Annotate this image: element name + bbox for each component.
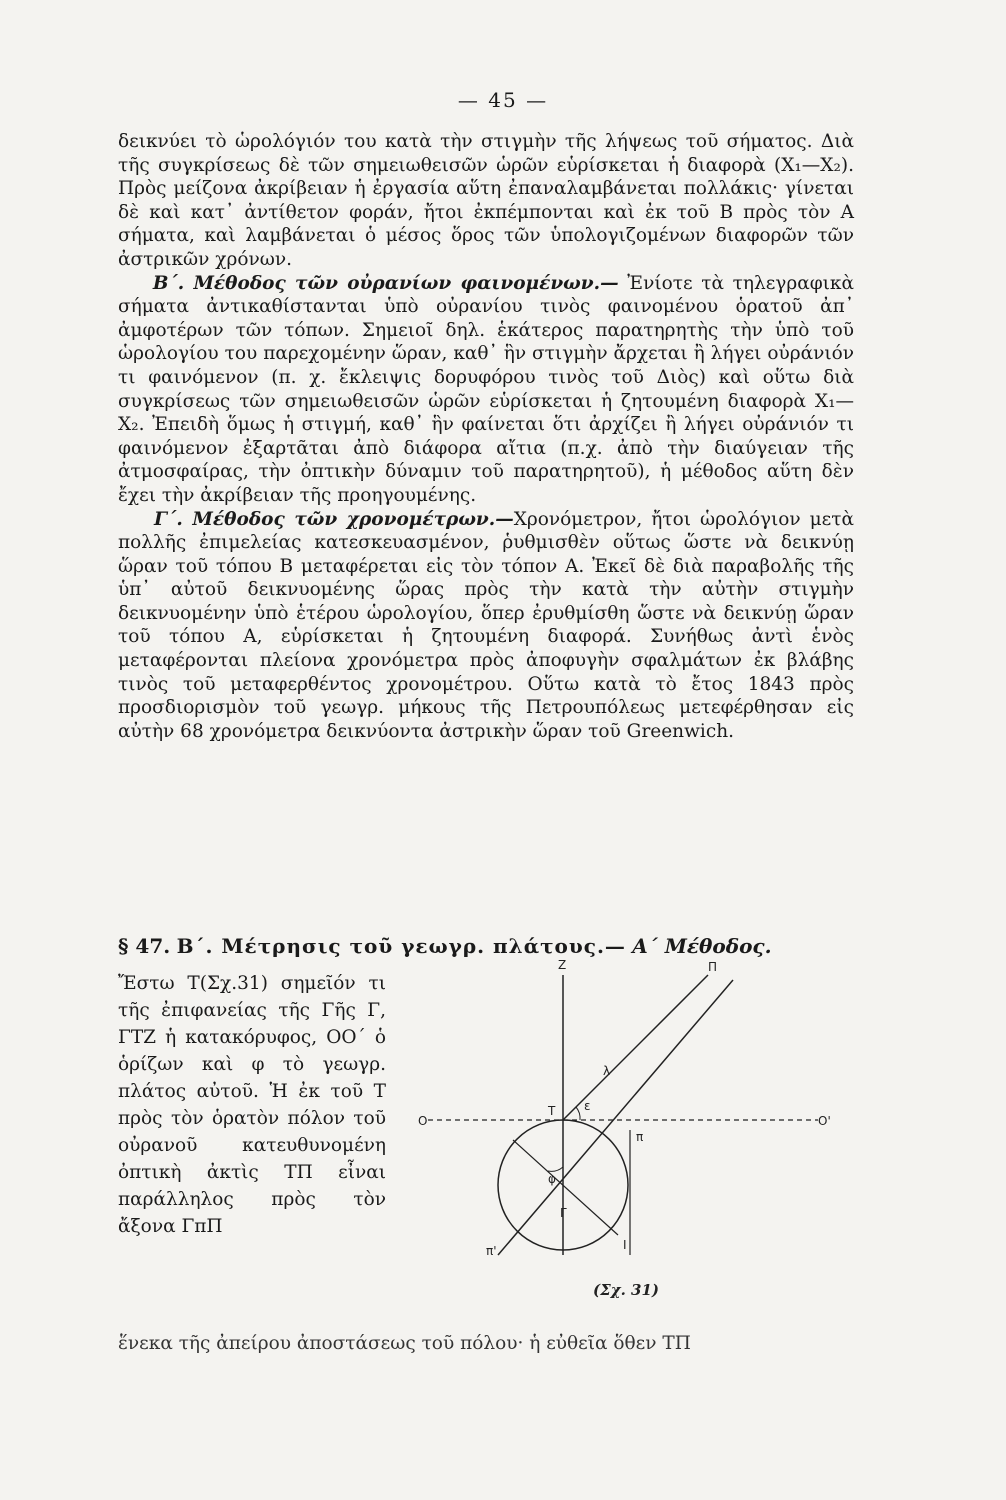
left-column-paragraph: Ἔστω Τ(Σχ.31) σημεῖόν τι τῆς ἐπιφανείας τῆς Γῆς Γ, ΓΤΖ ἡ κατακόρυφος, ΟΟ΄ ὁ ὁρίζων καὶ φ τὸ γεωγρ. πλάτος αὐτοῦ. Ἡ ἐκ τοῦ Τ πρὸς τὸν ὁρατὸν πόλον τοῦ οὐρανοῦ κατευθυνομένη ὀπτικὴ ἀκτὶς ΤΠ εἶναι παράλληλος πρὸς τὸν ἄξονα ΓπΠ: [118, 973, 386, 1237]
label-Z: Z: [558, 958, 567, 972]
figure-31: [408, 955, 848, 1335]
label-Pi: Π: [708, 960, 718, 974]
last-line: ἕνεκα τῆς ἀπείρου ἀποστάσεως τοῦ πόλου· ἡ εὐθεῖα ὅθεν ΤΠ: [118, 1333, 691, 1354]
label-O-prime: O': [818, 1114, 831, 1128]
angle-phi: [548, 1167, 563, 1171]
method-c-heading: Γ΄. Μέθοδος τῶν χρονομέτρων.—: [154, 508, 514, 530]
label-O: O: [418, 1114, 428, 1128]
method-c-text: Χρονόμετρον, ἤτοι ὡρολόγιον μετὰ πολλῆς ἐπιμελείας κατεσκευασμένον, ῥυθμισθὲν οὕτως ὥστε νὰ δεικνύῃ ὥραν τοῦ τόπου B μεταφέρεται εἰς τὸν τόπον A. Ἐκεῖ δὲ διὰ παραβολῆς τῆς ὑπ᾽ αὐτοῦ δεικνυομένης ὥρας πρὸς τὴν κατὰ τὴν αὐτὴν στιγμὴν δεικνυομένην ὑπὸ ἑτέρου ὡρολογίου, ὅπερ ἐρυθμίσθη ὥστε νὰ δεικνύῃ ὥραν τοῦ τόπου A, εὑρίσκεται ἡ ζητουμένη διαφορά. Συνήθως ἀντὶ ἑνὸς μεταφέρονται πλείονα χρονόμετρα πρὸς ἀποφυγὴν σφαλμάτων ἐκ βλάβης τινὸς τοῦ μεταφερθέντος χρονομέτρου. Οὕτω κατὰ τὸ ἔτος 1843 πρὸς προσδιορισμὸν τοῦ γεωγρ. μήκους τῆς Πετρουπόλεως μετεφέρθησαν εἰς αὐτὴν 68 χρονόμετρα δεικνύοντα ἀστρικὴν ὥραν τοῦ Greenwich.: [118, 508, 854, 742]
label-T: T: [548, 1104, 556, 1118]
section-title: Β΄. Μέτρησις τοῦ γεωγρ. πλάτους.—: [176, 934, 626, 958]
section-method: Α΄ Μέθοδος.: [632, 934, 772, 958]
figure-diagram: [408, 955, 848, 1335]
label-epsilon: ε: [584, 1099, 591, 1113]
section-number: § 47.: [118, 934, 171, 958]
main-text: [118, 130, 854, 743]
label-phi: φ: [548, 1172, 556, 1186]
label-I: Ι: [623, 1238, 627, 1252]
label-pi-prime: π': [486, 1244, 497, 1258]
figure-caption: (Σχ. 31): [593, 1281, 659, 1299]
axis-line: [498, 980, 733, 1255]
label-pi: π: [636, 1130, 644, 1144]
paragraph-method-c: [118, 508, 854, 744]
left-column-text: [118, 970, 386, 1240]
method-b-heading: Β΄. Μέθοδος τῶν οὐρανίων φαινομένων.—: [152, 272, 619, 294]
page-number: — 45 —: [457, 88, 549, 112]
equator-line: [513, 1140, 618, 1235]
paragraph-method-b: [118, 272, 854, 508]
method-b-text: Ἐνίοτε τὰ τηλεγραφικὰ σήματα ἀντικαθίστανται ὑπὸ οὐρανίου τινὸς φαινομένου ὁρατοῦ ἀπ᾽ ἀμφοτέρων τῶν τόπων. Σημειοῖ δηλ. ἑκάτερος παρατηρητὴς τὴν ὑπὸ τοῦ ὡρολογίου του παρεχομένην ὥραν, καθ᾽ ἣν στιγμὴν ἄρχεται ἢ λήγει οὐράνιόν τι φαινόμενον (π. χ. ἔκλειψις δορυφόρου τινὸς τοῦ Διὸς) καὶ οὕτω διὰ συγκρίσεως τῶν σημειωθεισῶν ὡρῶν εὑρίσκεται ἡ ζητουμένη διαφορὰ X₁—X₂. Ἐπειδὴ ὅμως ἡ στιγμή, καθ᾽ ἣν φαίνεται ὅτι ἀρχίζει ἢ λήγει οὐράνιόν τι φαινόμενον ἐξαρτᾶται ἀπὸ διάφορα αἴτια (π.χ. ἀπὸ τὴν διαύγειαν τῆς ἀτμοσφαίρας, τὴν ὀπτικὴν δύναμιν τοῦ παρατηρητοῦ), ἡ μέθοδος αὕτη δὲν ἔχει τὴν ἀκρίβειαν τῆς προηγουμένης.: [118, 272, 854, 506]
paragraph-1: δεικνύει τὸ ὡρολόγιόν του κατὰ τὴν στιγμὴν τῆς λήψεως τοῦ σήματος. Διὰ τῆς συγκρίσεως δὲ τῶν σημειωθεισῶν ὡρῶν εὑρίσκεται ἡ διαφορὰ (X₁—X₂). Πρὸς μείζονα ἀκρίβειαν ἡ ἐργασία αὕτη ἐπαναλαμβάνεται πολλάκις· γίνεται δὲ καὶ κατ᾽ ἀντίθετον φοράν, ἤτοι ἐκπέμπονται καὶ ἐκ τοῦ B πρὸς τὸν A σήματα, καὶ λαμβάνεται ὁ μέσος ὅρος τῶν ὑπολογιζομένων διαφορῶν τῶν ἀστρικῶν χρόνων.: [118, 131, 854, 270]
label-lambda: λ: [603, 1064, 611, 1078]
label-Gamma: Γ: [560, 1206, 567, 1220]
angle-epsilon: [576, 1107, 580, 1120]
